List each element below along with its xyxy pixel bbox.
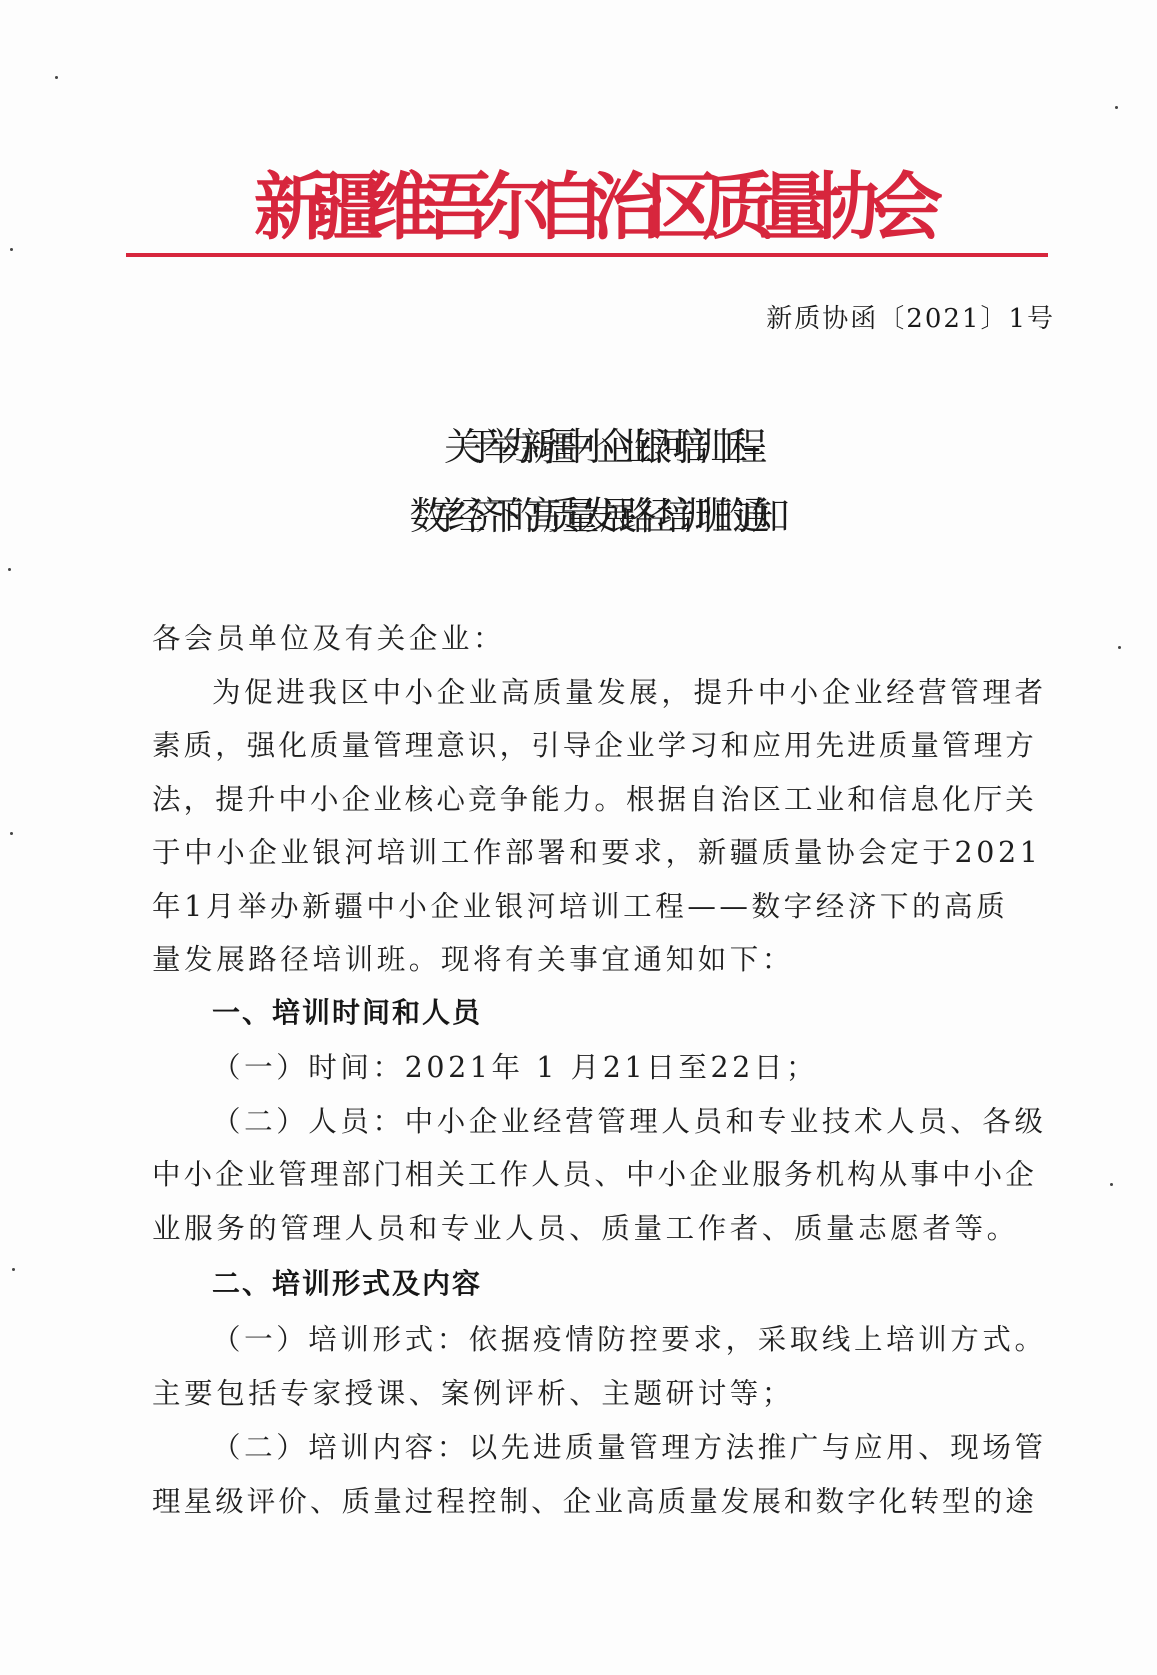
section1-item1: （一）时间：2021年 1 月21日至22日； — [212, 1051, 819, 1084]
section2-item2-line: 理星级评价、质量过程控制、企业高质量发展和数字化转型的途 — [152, 1485, 1037, 1518]
document-number: 新质协函〔2021〕1号 — [766, 304, 1055, 334]
scan-speck — [12, 1268, 15, 1271]
scan-speck — [55, 76, 58, 79]
document-title-line-1: 关于举办新疆中小企业银河培训工程-- — [444, 425, 736, 469]
intro-line: 量发展路径培训班。现将有关事宜通知如下： — [152, 943, 795, 976]
scan-speck — [10, 832, 13, 835]
intro-line: 为促进我区中小企业高质量发展，提升中小企业经营管理者 — [212, 676, 1047, 709]
scan-speck — [10, 248, 13, 251]
scan-speck — [1118, 646, 1121, 649]
scan-speck — [1115, 106, 1118, 109]
section2-item1-line: 主要包括专家授课、案例评析、主题研讨等； — [152, 1377, 795, 1410]
section1-item2-line: （二）人员：中小企业经营管理人员和专业技术人员、各级 — [212, 1105, 1047, 1138]
intro-line: 于中小企业银河培训工作部署和要求，新疆质量协会定于2021 — [152, 836, 1042, 869]
section2-item1-line: （一）培训形式：依据疫情防控要求，采取线上培训方式。 — [212, 1323, 1047, 1356]
scan-speck — [8, 568, 11, 571]
section2-item2-line: （二）培训内容：以先进质量管理方法推广与应用、现场管 — [212, 1431, 1047, 1464]
section-heading: 二、培训形式及内容 — [212, 1267, 483, 1300]
scan-speck — [1110, 1183, 1113, 1186]
intro-line: 法，提升中小企业核心竞争能力。根据自治区工业和信息化厅关 — [152, 783, 1037, 816]
section1-item2-line: 业服务的管理人员和专业人员、质量工作者、质量志愿者等。 — [152, 1212, 1019, 1245]
section-heading: 一、培训时间和人员 — [212, 996, 483, 1029]
letterhead-org-name: 新疆维吾尔自治区质量协会 — [254, 165, 926, 250]
salutation: 各会员单位及有关企业： — [152, 622, 506, 655]
intro-line: 年1月举办新疆中小企业银河培训工程——数字经济下的高质 — [152, 890, 1009, 923]
document-title-line-2: 数字经济下的高质量发展路径培训班的通知 — [409, 494, 771, 538]
letterhead-red-rule — [126, 253, 1048, 257]
section1-item2-line: 中小企业管理部门相关工作人员、中小企业服务机构从事中小企 — [152, 1158, 1037, 1191]
intro-line: 素质，强化质量管理意识，引导企业学习和应用先进质量管理方 — [152, 729, 1037, 762]
